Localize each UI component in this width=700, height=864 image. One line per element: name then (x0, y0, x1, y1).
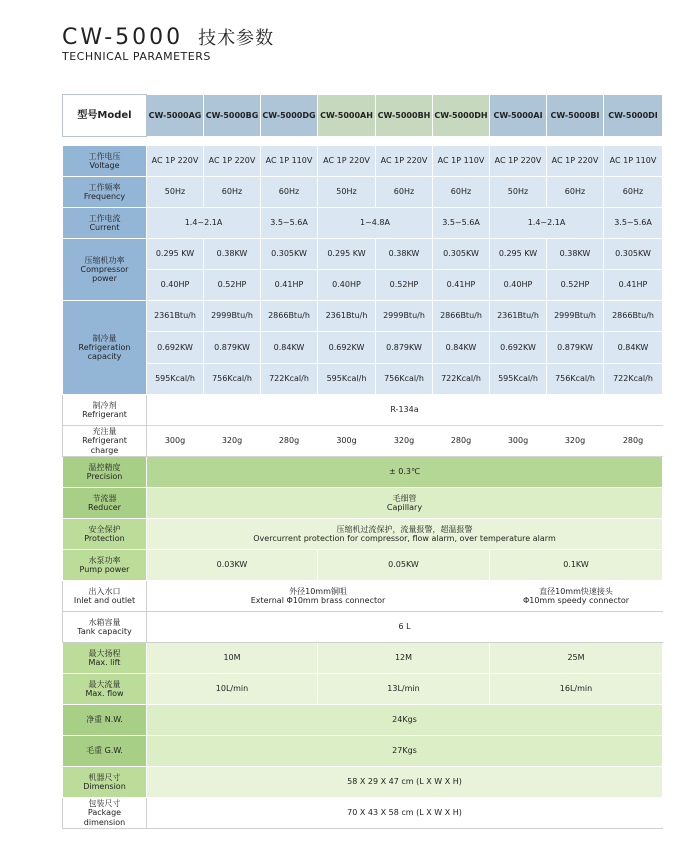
inlet-value-a: 外径10mm铜咀 External Φ10mm brass connector (147, 581, 490, 612)
compressor-hp-row (63, 270, 663, 301)
current-value: 1~4.8A (318, 208, 433, 239)
current-value: 3.5~5.6A (261, 208, 318, 239)
model-cell: CW-5000BH (376, 95, 433, 137)
pump-power-row (63, 550, 663, 581)
model-cell: CW-5000BI (547, 95, 604, 137)
compressor-hp-value: 0.52HP (204, 270, 261, 301)
refrigeration-kcal-value: 595Kcal/h (147, 364, 204, 395)
charge-value: 280g (261, 426, 318, 457)
compressor-kw-value: 0.305KW (261, 239, 318, 270)
refrigeration-label: 制冷量 Refrigeration capacity (63, 301, 147, 395)
compressor-hp-value: 0.41HP (604, 270, 663, 301)
page-title (62, 24, 274, 50)
refrigeration-kcal-value: 756Kcal/h (376, 364, 433, 395)
compressor-hp-value: 0.41HP (433, 270, 490, 301)
precision-row (63, 457, 663, 488)
inlet-row (63, 581, 663, 612)
nw-value: 24Kgs (147, 705, 663, 736)
refrigeration-btu-value: 2999Btu/h (376, 301, 433, 332)
refrigeration-kw-value: 0.879KW (204, 332, 261, 364)
frequency-value: 50Hz (490, 177, 547, 208)
refrigerant-label: 制冷剂 Refrigerant (63, 395, 147, 426)
current-value: 3.5~5.6A (433, 208, 490, 239)
inlet-label: 出入水口 Inlet and outlet (63, 581, 147, 612)
voltage-value: AC 1P 220V (547, 146, 604, 177)
compressor-kw-value: 0.305KW (604, 239, 663, 270)
package-label: 包装尺寸 Package dimension (63, 798, 147, 829)
gw-label: 毛重 G.W. (63, 736, 147, 767)
refrigeration-btu-value: 2999Btu/h (547, 301, 604, 332)
frequency-value: 50Hz (318, 177, 376, 208)
flow-value: 10L/min (147, 674, 318, 705)
voltage-value: AC 1P 220V (204, 146, 261, 177)
charge-label: 充注量 Refrigerant charge (63, 426, 147, 457)
lift-value: 12M (318, 643, 490, 674)
refrigeration-btu-value: 2866Btu/h (261, 301, 318, 332)
model-cell: CW-5000DI (604, 95, 663, 137)
current-value: 1.4~2.1A (147, 208, 261, 239)
compressor-hp-value: 0.40HP (490, 270, 547, 301)
tank-value: 6 L (147, 612, 663, 643)
pump-power-value: 0.05KW (318, 550, 490, 581)
current-value: 1.4~2.1A (490, 208, 604, 239)
dimension-label: 机器尺寸 Dimension (63, 767, 147, 798)
charge-value: 300g (490, 426, 547, 457)
compressor-kw-value: 0.295 KW (318, 239, 376, 270)
charge-value: 280g (433, 426, 490, 457)
model-cell: CW-5000BG (204, 95, 261, 137)
charge-value: 320g (376, 426, 433, 457)
model-cell: CW-5000AH (318, 95, 376, 137)
refrigeration-kw-value: 0.692KW (318, 332, 376, 364)
flow-value: 16L/min (490, 674, 663, 705)
compressor-hp-value: 0.41HP (261, 270, 318, 301)
lift-label: 最大扬程 Max. lift (63, 643, 147, 674)
model-label: 型号Model (63, 95, 147, 137)
model-cell: CW-5000DG (261, 95, 318, 137)
refrigeration-kcal-row (63, 364, 663, 395)
voltage-value: AC 1P 110V (433, 146, 490, 177)
charge-value: 280g (604, 426, 663, 457)
lift-value: 25M (490, 643, 663, 674)
refrigeration-btu-row (63, 301, 663, 332)
compressor-hp-value: 0.52HP (547, 270, 604, 301)
charge-row (63, 426, 663, 457)
refrigerant-value: R-134a (147, 395, 663, 426)
title-en: TECHNICAL PARAMETERS (62, 50, 211, 63)
model-cell: CW-5000AI (490, 95, 547, 137)
protection-value: 压缩机过流保护，流量报警，超温报警 Overcurrent protection for compressor, flow alarm, over temperature alarm (147, 519, 663, 550)
frequency-value: 60Hz (204, 177, 261, 208)
lift-row (63, 643, 663, 674)
model-series: CW-5000 (62, 25, 184, 50)
refrigeration-kcal-value: 756Kcal/h (204, 364, 261, 395)
voltage-value: AC 1P 220V (318, 146, 376, 177)
current-label: 工作电流 Current (63, 208, 147, 239)
voltage-label: 工作电压 Voltage (63, 146, 147, 177)
charge-value: 320g (547, 426, 604, 457)
flow-row (63, 674, 663, 705)
refrigeration-kw-value: 0.692KW (490, 332, 547, 364)
spec-table (62, 94, 663, 829)
compressor-hp-value: 0.40HP (147, 270, 204, 301)
refrigeration-kw-value: 0.692KW (147, 332, 204, 364)
refrigeration-kcal-value: 595Kcal/h (490, 364, 547, 395)
frequency-value: 50Hz (147, 177, 204, 208)
current-row (63, 208, 663, 239)
refrigeration-kcal-value: 722Kcal/h (604, 364, 663, 395)
compressor-label: 压缩机功率 Compressor power (63, 239, 147, 301)
voltage-value: AC 1P 220V (376, 146, 433, 177)
frequency-value: 60Hz (376, 177, 433, 208)
voltage-value: AC 1P 220V (147, 146, 204, 177)
compressor-kw-value: 0.295 KW (147, 239, 204, 270)
pump-power-label: 水泵功率 Pump power (63, 550, 147, 581)
charge-value: 300g (147, 426, 204, 457)
nw-row (63, 705, 663, 736)
refrigeration-kcal-value: 756Kcal/h (547, 364, 604, 395)
refrigeration-btu-value: 2999Btu/h (204, 301, 261, 332)
refrigeration-btu-value: 2361Btu/h (318, 301, 376, 332)
gw-value: 27Kgs (147, 736, 663, 767)
refrigeration-kw-value: 0.879KW (547, 332, 604, 364)
frequency-value: 60Hz (604, 177, 663, 208)
dimension-value: 58 X 29 X 47 cm (L X W X H) (147, 767, 663, 798)
refrigeration-kcal-value: 722Kcal/h (433, 364, 490, 395)
gw-row (63, 736, 663, 767)
reducer-row (63, 488, 663, 519)
package-row (63, 798, 663, 829)
voltage-value: AC 1P 110V (261, 146, 318, 177)
refrigeration-btu-value: 2866Btu/h (604, 301, 663, 332)
pump-power-value: 0.1KW (490, 550, 663, 581)
compressor-kw-row (63, 239, 663, 270)
refrigeration-kw-value: 0.879KW (376, 332, 433, 364)
voltage-value: AC 1P 110V (604, 146, 663, 177)
nw-label: 净重 N.W. (63, 705, 147, 736)
charge-value: 300g (318, 426, 376, 457)
reducer-value: 毛细管 Capillary (147, 488, 663, 519)
tank-label: 水箱容量 Tank capacity (63, 612, 147, 643)
frequency-value: 60Hz (433, 177, 490, 208)
compressor-kw-value: 0.295 KW (490, 239, 547, 270)
precision-value: ± 0.3℃ (147, 457, 663, 488)
refrigeration-btu-value: 2361Btu/h (490, 301, 547, 332)
protection-row (63, 519, 663, 550)
frequency-value: 60Hz (547, 177, 604, 208)
refrigeration-btu-value: 2866Btu/h (433, 301, 490, 332)
compressor-hp-value: 0.52HP (376, 270, 433, 301)
refrigeration-kw-value: 0.84KW (433, 332, 490, 364)
reducer-label: 节流器 Reducer (63, 488, 147, 519)
pump-power-value: 0.03KW (147, 550, 318, 581)
current-value: 3.5~5.6A (604, 208, 663, 239)
voltage-value: AC 1P 220V (490, 146, 547, 177)
page-header (62, 24, 274, 63)
frequency-value: 60Hz (261, 177, 318, 208)
model-cell: CW-5000DH (433, 95, 490, 137)
compressor-kw-value: 0.38KW (547, 239, 604, 270)
flow-label: 最大流量 Max. flow (63, 674, 147, 705)
dimension-row (63, 767, 663, 798)
refrigeration-kcal-value: 722Kcal/h (261, 364, 318, 395)
charge-value: 320g (204, 426, 261, 457)
refrigeration-btu-value: 2361Btu/h (147, 301, 204, 332)
model-cell: CW-5000AG (147, 95, 204, 137)
compressor-kw-value: 0.38KW (204, 239, 261, 270)
compressor-kw-value: 0.38KW (376, 239, 433, 270)
refrigeration-kw-row (63, 332, 663, 364)
title-cn: 技术参数 (198, 28, 275, 49)
flow-value: 13L/min (318, 674, 490, 705)
frequency-row (63, 177, 663, 208)
voltage-row (63, 146, 663, 177)
refrigerant-row (63, 395, 663, 426)
refrigeration-kcal-value: 595Kcal/h (318, 364, 376, 395)
lift-value: 10M (147, 643, 318, 674)
precision-label: 温控精度 Precision (63, 457, 147, 488)
refrigeration-kw-value: 0.84KW (261, 332, 318, 364)
frequency-label: 工作频率 Frequency (63, 177, 147, 208)
inlet-value-b: 直径10mm快速接头 Φ10mm speedy connector (490, 581, 663, 612)
protection-label: 安全保护 Protection (63, 519, 147, 550)
model-header-row (63, 95, 663, 137)
compressor-kw-value: 0.305KW (433, 239, 490, 270)
refrigeration-kw-value: 0.84KW (604, 332, 663, 364)
tank-row (63, 612, 663, 643)
compressor-hp-value: 0.40HP (318, 270, 376, 301)
package-value: 70 X 43 X 58 cm (L X W X H) (147, 798, 663, 829)
